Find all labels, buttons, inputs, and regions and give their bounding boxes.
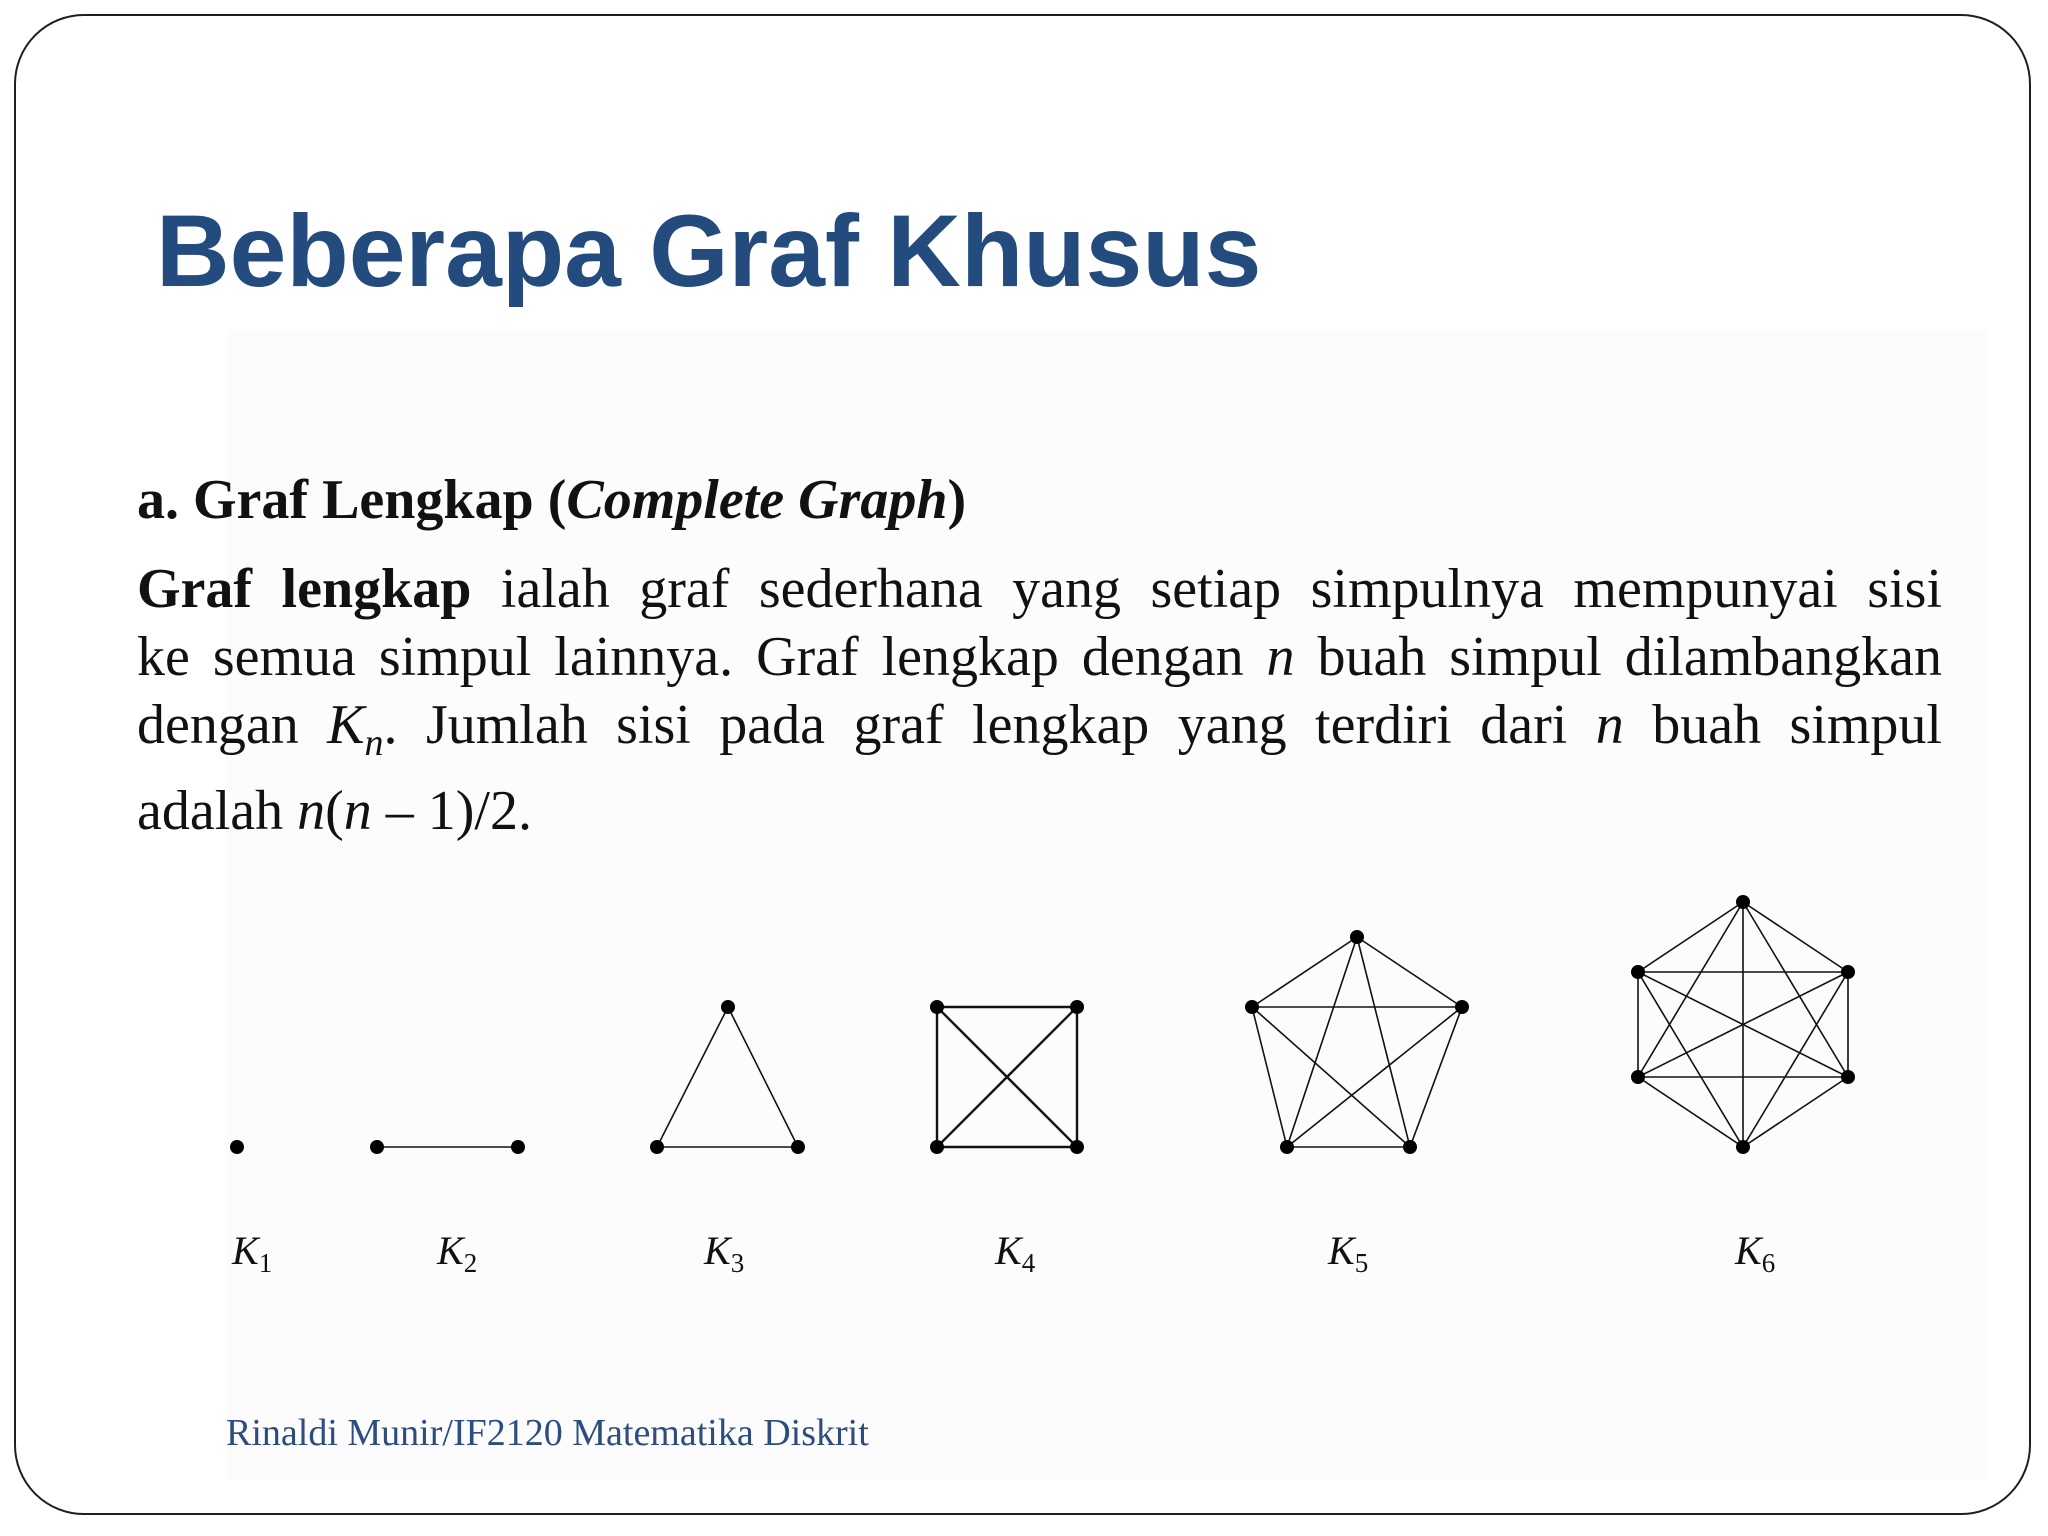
graph-k5	[1245, 930, 1469, 1154]
vertex-k2-2	[511, 1140, 525, 1154]
vertex-k4-2	[1070, 1000, 1084, 1014]
footer-credit: Rinaldi Munir/IF2120 Matematika Diskrit	[226, 1412, 869, 1454]
graph-k6	[1631, 895, 1855, 1154]
edge-k6-1-2	[1638, 902, 1743, 972]
paragraph-line-3-before: dengan	[137, 694, 328, 756]
vertex-k4-3	[930, 1140, 944, 1154]
vertex-k6-3	[1841, 965, 1855, 979]
vertex-k6-4	[1631, 1070, 1645, 1084]
vertex-k4-4	[1070, 1140, 1084, 1154]
edge-k5-1-4	[1287, 937, 1357, 1147]
label-k6: $K_6$	[1735, 1228, 1776, 1278]
graph-k3	[650, 1000, 805, 1154]
edge-k5-1-5	[1357, 937, 1410, 1147]
paragraph-line-2-before: ke semua simpul lainnya. Graf lengkap dengan	[137, 626, 1267, 688]
vertex-k6-5	[1841, 1070, 1855, 1084]
edge-k5-2-5	[1252, 1007, 1410, 1147]
label-k4: $K_4$	[995, 1228, 1036, 1278]
section-heading-suffix: )	[947, 469, 967, 531]
label-k2: $K_2$	[437, 1228, 478, 1278]
edge-k6-1-3	[1743, 902, 1848, 972]
formula-paren: (	[325, 780, 344, 843]
slide-title: Beberapa Graf Khusus	[156, 194, 1262, 308]
vertex-k3-1	[721, 1000, 735, 1014]
variable-n: n	[343, 780, 372, 843]
paragraph-line-3-middle: . Jumlah sisi pada graf lengkap yang terdiri dari	[383, 694, 1596, 756]
term-graf-lengkap: Graf lengkap	[137, 558, 472, 620]
graph-k4	[930, 1000, 1084, 1154]
label-k3: $K_3$	[704, 1228, 745, 1278]
symbol-K-subscript: n	[364, 722, 384, 765]
graph-k2	[370, 1140, 525, 1154]
vertex-k5-1	[1350, 930, 1364, 944]
label-k1: $K_1$	[232, 1228, 273, 1278]
vertex-k6-6	[1736, 1140, 1750, 1154]
vertex-k5-2	[1245, 1000, 1259, 1014]
vertex-k6-2	[1631, 965, 1645, 979]
formula-tail: – 1)/2.	[371, 780, 532, 843]
vertex-k1-1	[230, 1140, 244, 1154]
symbol-K: K	[327, 694, 365, 756]
paragraph-line-4-before: adalah	[137, 780, 298, 843]
edge-k6-4-6	[1638, 1077, 1743, 1147]
vertex-k2-1	[370, 1140, 384, 1154]
section-heading-prefix: a. Graf Lengkap (	[137, 469, 567, 531]
vertex-k5-4	[1280, 1140, 1294, 1154]
variable-n: n	[1266, 626, 1295, 688]
edge-k5-1-2	[1252, 937, 1357, 1007]
graph-k1	[230, 1140, 244, 1154]
vertex-k5-5	[1403, 1140, 1417, 1154]
edge-k6-5-6	[1743, 1077, 1848, 1147]
paragraph-line-1-text: ialah graf sederhana yang setiap simpulnya mempunyai sisi	[471, 558, 1943, 620]
vertex-k3-3	[791, 1140, 805, 1154]
vertex-k6-1	[1736, 895, 1750, 909]
vertex-k5-3	[1455, 1000, 1469, 1014]
vertex-k3-2	[650, 1140, 664, 1154]
paragraph-line-2-after: buah simpul dilambangkan	[1294, 626, 1942, 688]
edge-k3-1-2	[657, 1007, 728, 1147]
section-heading-italic: Complete Graph	[566, 469, 948, 531]
edge-k3-1-3	[728, 1007, 798, 1147]
variable-n: n	[297, 780, 326, 843]
paragraph-line-3-after: buah simpul	[1623, 694, 1942, 756]
variable-n: n	[1595, 694, 1624, 756]
label-k5: $K_5$	[1328, 1228, 1369, 1278]
edge-k5-2-4	[1252, 1007, 1287, 1147]
vertex-k4-1	[930, 1000, 944, 1014]
